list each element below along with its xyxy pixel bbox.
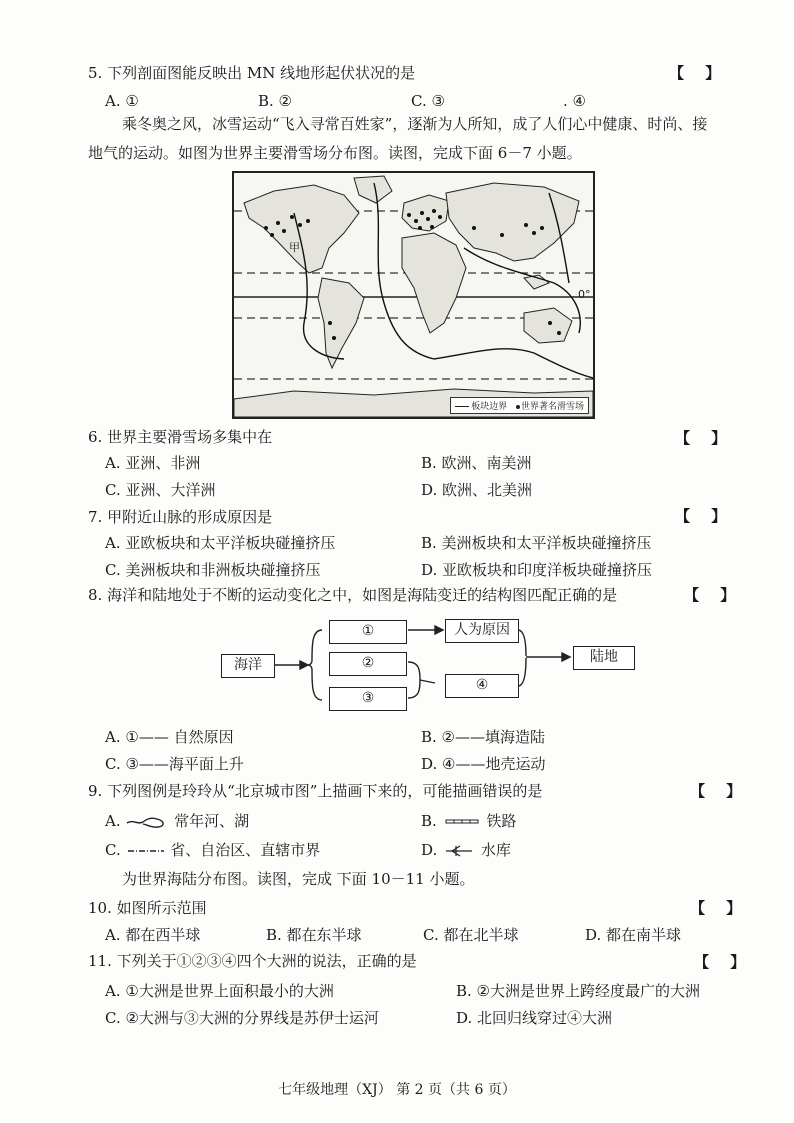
q5-option-c: C. ③ — [411, 92, 445, 110]
river-lake-symbol-icon — [125, 814, 169, 830]
railway-symbol-icon — [442, 816, 482, 828]
q10-option-a: A. 都在西半球 — [105, 926, 201, 944]
q10-stem: 10. 如图所示范围 — [88, 899, 207, 917]
q9-stem: 9. 下列图例是玲玲从“北京城市图”上描画下来的，可能描画错误的是 — [88, 782, 543, 800]
q7-answer-bracket: 【 】 — [675, 507, 735, 525]
q10-answer-bracket: 【 】 — [690, 899, 750, 917]
q9-option-c-text: 省、自治区、直辖市界 — [170, 841, 321, 859]
diagram-box-2: ② — [329, 652, 407, 676]
q5-stem: 5. 下列剖面图能反映出 MN 线地形起伏状况的是 — [88, 64, 416, 82]
q9-option-d-text: 水库 — [480, 841, 511, 859]
q5-option-b: B. ② — [258, 92, 293, 110]
q8-option-d: D. ④——地壳运动 — [421, 755, 546, 773]
q6-option-d: D. 欧洲、北美洲 — [421, 481, 533, 499]
q7-option-a: A. 亚欧板块和太平洋板块碰撞挤压 — [105, 534, 336, 552]
q10-option-d: D. 都在南半球 — [585, 926, 682, 944]
legend-plate-boundary: 板块边界 — [471, 402, 508, 412]
q8-option-c: C. ③——海平面上升 — [105, 755, 244, 773]
diagram-land-box: 陆地 — [573, 646, 635, 670]
diagram-box-4: ④ — [445, 674, 519, 698]
diagram-box-3: ③ — [329, 687, 407, 711]
q8-option-a: A. ①—— 自然原因 — [105, 728, 234, 746]
q9-option-a-text: 常年河、湖 — [174, 812, 250, 830]
q8-stem: 8. 海洋和陆地处于不断的运动变化之中，如图是海陆变迁的结构图匹配正确的是 — [88, 586, 618, 604]
q11-option-b: B. ②大洲是世界上跨经度最广的大洲 — [456, 982, 701, 1000]
q6-answer-bracket: 【 】 — [675, 429, 735, 447]
q8-answer-bracket: 【 】 — [684, 586, 744, 604]
q9-option-c-letter: C. — [105, 841, 121, 859]
q6-stem: 6. 世界主要滑雪场多集中在 — [88, 428, 273, 446]
q8-option-b: B. ②——填海造陆 — [421, 728, 546, 746]
q11-option-d: D. 北回归线穿过④大洲 — [456, 1009, 613, 1027]
equator-label: 0° — [578, 288, 591, 301]
q6-option-a: A. 亚洲、非洲 — [105, 454, 201, 472]
q11-option-c: C. ②大洲与③大洲的分界线是苏伊士运河 — [105, 1009, 379, 1027]
q11-stem: 11. 下列关于①②③④四个大洲的说法，正确的是 — [88, 952, 417, 970]
q9-option-c — [105, 840, 320, 860]
q11-answer-bracket: 【 】 — [694, 953, 754, 971]
q9-option-d — [421, 840, 511, 860]
q5-option-d: . ④ — [563, 92, 586, 110]
q9-option-b-text: 铁路 — [486, 812, 517, 830]
q7-stem: 7. 甲附近山脉的形成原因是 — [88, 508, 273, 526]
diagram-box-1: ① — [329, 620, 407, 644]
q7-option-b: B. 美洲板块和太平洋板块碰撞挤压 — [421, 534, 652, 552]
boundary-symbol-icon — [126, 845, 166, 857]
reservoir-symbol-icon — [442, 844, 476, 858]
q7-option-d: D. 亚欧板块和印度洋板块碰撞挤压 — [421, 561, 653, 579]
q9-option-b-letter: B. — [421, 812, 437, 830]
q9-option-b — [421, 811, 516, 831]
page-footer: 七年级地理（XJ） 第 2 页（共 6 页） — [278, 1082, 516, 1098]
intro-ski-paragraph-line1: 乘冬奥之风，冰雪运动“飞入寻常百姓家”，逐渐为人所知，成了人们心中健康、时尚、接 — [122, 115, 708, 133]
q11-option-a: A. ①大洲是世界上面积最小的大洲 — [105, 982, 334, 1000]
legend-ski-resort: 世界著名滑雪场 — [520, 402, 584, 412]
diagram-human-cause-box: 人为原因 — [445, 619, 519, 643]
intro-ski-paragraph-line2: 地气的运动。如图为世界主要滑雪场分布图。读图，完成下面 6－7 小题。 — [88, 144, 582, 162]
q9-option-d-letter: D. — [421, 841, 438, 859]
q5-answer-bracket: 【 】 — [669, 64, 729, 82]
map-marker-jia: 甲 — [289, 241, 300, 254]
q9-answer-bracket: 【 】 — [690, 782, 750, 800]
q5-option-a: A. ① — [105, 92, 139, 110]
q10-option-b: B. 都在东半球 — [266, 926, 362, 944]
q7-option-c: C. 美洲板块和非洲板块碰撞挤压 — [105, 561, 321, 579]
q6-option-b: B. 欧洲、南美洲 — [421, 454, 532, 472]
q9-option-a-letter: A. — [105, 812, 121, 830]
q10-option-c: C. 都在北半球 — [423, 926, 519, 944]
q9-option-a — [105, 811, 249, 831]
diagram-ocean-box: 海洋 — [221, 654, 275, 678]
q6-option-c: C. 亚洲、大洋洲 — [105, 481, 216, 499]
intro-land-sea-paragraph: 为世界海陆分布图。读图，完成 下面 10－11 小题。 — [122, 870, 475, 888]
